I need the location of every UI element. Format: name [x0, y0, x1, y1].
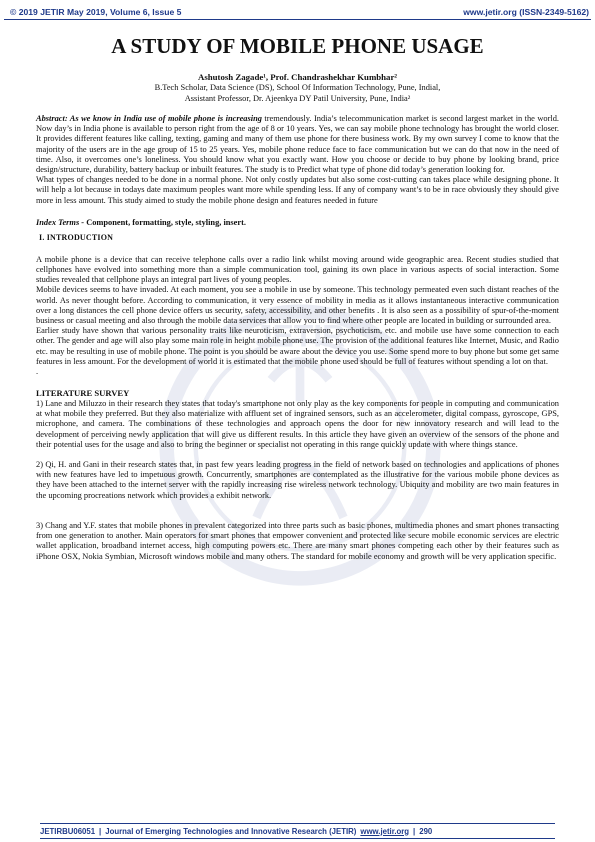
intro-dot: .	[36, 367, 39, 377]
index-terms-text: Component, formatting, style, styling, insert.	[84, 217, 246, 227]
page-footer: JETIRBU06051 | Journal of Emerging Technologies and Innovative Research (JETIR) www.jetir.org | 290	[40, 823, 555, 839]
section-heading-introduction: I. INTRODUCTION	[39, 232, 114, 242]
intro-paragraph-2: Mobile devices seems to have invaded. At each moment, you see a mobile in use by someone. This technology permeated even such distant reaches of the world. As never thought before. According to communication, it very essence of mobility in media as it allows instantaneous interactive communication over a long distances the cell phone device offers us security, safety, accessibility, and other benefits . It is also seen as a possibility of spur-of-the-moment business or casual meeting and also through the mobile data services that allow you to find where other people are located in building or surrounded area.	[36, 285, 559, 326]
article-body	[36, 20, 559, 562]
footer-paper-id: JETIRBU06051	[40, 826, 96, 836]
literature-paragraph-1: 1) Lane and Miluzzo in their research they states that today's smartphone not only play as the key components for people in computing and communication at what mobile they preferred. But they also materialize with affluent set of ingrained sensors, such as an accelerometer, digital compass, gyroscope, GPS, microphone, and camera. The combinations of these technologies and approach opens the door for new innovatory research and will lead to the development of perceiving newly application that will give us different results. In this article they have given an overview of the sensors of the phone and their potential uses for the usage and also to bring the beginner or specialist not operating in this range quickly update with where things stance.	[36, 399, 559, 449]
abstract	[36, 114, 559, 206]
abstract-label: Abstract: As we know in India use of mobile phone is increasing	[36, 114, 262, 123]
abstract-paragraph-2: What types of changes needed to be done in a normal phone. Not only costly updates but also some cost-cutting can takes place while designing phone. It will help a lot because in todays date maximum peoples want more while spending less. If any of company want’s to be in race obviously they should give more in less amount. This study aimed to study the mobile phone design and features needed in future	[36, 175, 559, 205]
page-header	[4, 4, 591, 20]
footer-journal-name: Journal of Emerging Technologies and Innovative Research (JETIR)	[105, 826, 357, 836]
affiliation-2: Assistant Professor, Dr. Ajeenkya DY Patil University, Pune, India²	[184, 93, 411, 103]
index-terms-label: Index Terms -	[36, 217, 85, 227]
literature-section	[36, 399, 559, 562]
header-site-issn: www.jetir.org (ISSN-2349-5162)	[463, 7, 589, 17]
paper-title: A STUDY OF MOBILE PHONE USAGE	[111, 34, 484, 58]
literature-paragraph-3: 3) Chang and Y.F. states that mobile phones in prevalent categorized into three parts such as basic phones, multimedia phones and smart phones transacting from one generation to another. Main operators for smart phones that empower convenient and protected like secure mobile economic services are electric wallet application, broadband internet access, high computing powers etc. There are many smart phones competing each other by their features such as iPhone OSX, Nokia Symbian, Microsoft windows mobile and many others. The standard for mobile economy and growth will be very application specific.	[36, 520, 559, 561]
intro-paragraph-3: Earlier study have shown that various personality traits like neuroticism, extraversion, psychoticism, etc. and mobile use have some connection to each other. The gender and age will also play some main role in height mobile phone use. The provision of the additional features like Internet, Music, and Radio etc. may be resulting in use of mobile phone. The point is you should be aware about the device you use. Some spend more to buy phone but some get same features in less amount. For the development of world it is estimated that the mobile phone used should be full of features without spending a lot on that.	[36, 326, 559, 366]
index-terms	[36, 217, 559, 228]
abstract-paragraph	[36, 114, 559, 175]
header-journal-issue: © 2019 JETIR May 2019, Volume 6, Issue 5	[10, 7, 182, 17]
watermark-text: JETIR	[254, 317, 346, 354]
footer-site-link[interactable]: www.jetir.org	[360, 826, 410, 836]
abstract-text: tremendously. India’s telecommunication market is second largest market in the world. Now day’s in India phone is available to person right from the age of 8 or 10 years. Yes, we can say mobile phone technology has brought the world closer. It provides different features like calling, texting, gaming and many of them use phone for there business work. By my own survey I come to know that the majority of the users are in the age group of 15 to 25 years. Yes, mobile phone reduce face to face communication but we can do that now in the need of time. Also, it overcomes one’s loneliness. You should know what you exactly want. How you choose or decide to buy phone by looking brand, price design/structure, durability, battery backup or inbuilt features. The study is to Predict what type of phone did today’s generation looking for.	[36, 114, 559, 175]
section-heading-literature: LITERATURE SURVEY	[36, 388, 130, 399]
introduction-section	[36, 255, 559, 377]
footer-page-number: 290	[419, 826, 433, 836]
affiliation-1: B.Tech Scholar, Data Science (DS), School Of Information Technology, Pune, Indial,	[154, 83, 441, 92]
paper-authors: Ashutosh Zagade¹, Prof. Chandrashekhar Kumbhar²	[197, 72, 397, 82]
intro-paragraph-1: A mobile phone is a device that can receive telephone calls over a radio link whilst moving around wide geographic area. Recent studies studied that cellphones have evolved into something more than a simple communication tool, gaining its own place in various aspects of social interaction. Some studies revealed that cellphone plays an integral part lives of young peoples.	[36, 254, 559, 285]
literature-paragraph-2: 2) Qi, H. and Gani in their research states that, in past few years leading progress in the field of network based on technologies and applications of phones with new features have led to impetuous growth. Concurrently, smartphones are contemplated as the illustrative for the various mobile phone devices as they have been attached to the internet server with the rapidly increasing rise wireless network technology. Ubiquity and mobility are two main features in the upcoming procreations network which provides a exhibit network.	[36, 460, 559, 500]
